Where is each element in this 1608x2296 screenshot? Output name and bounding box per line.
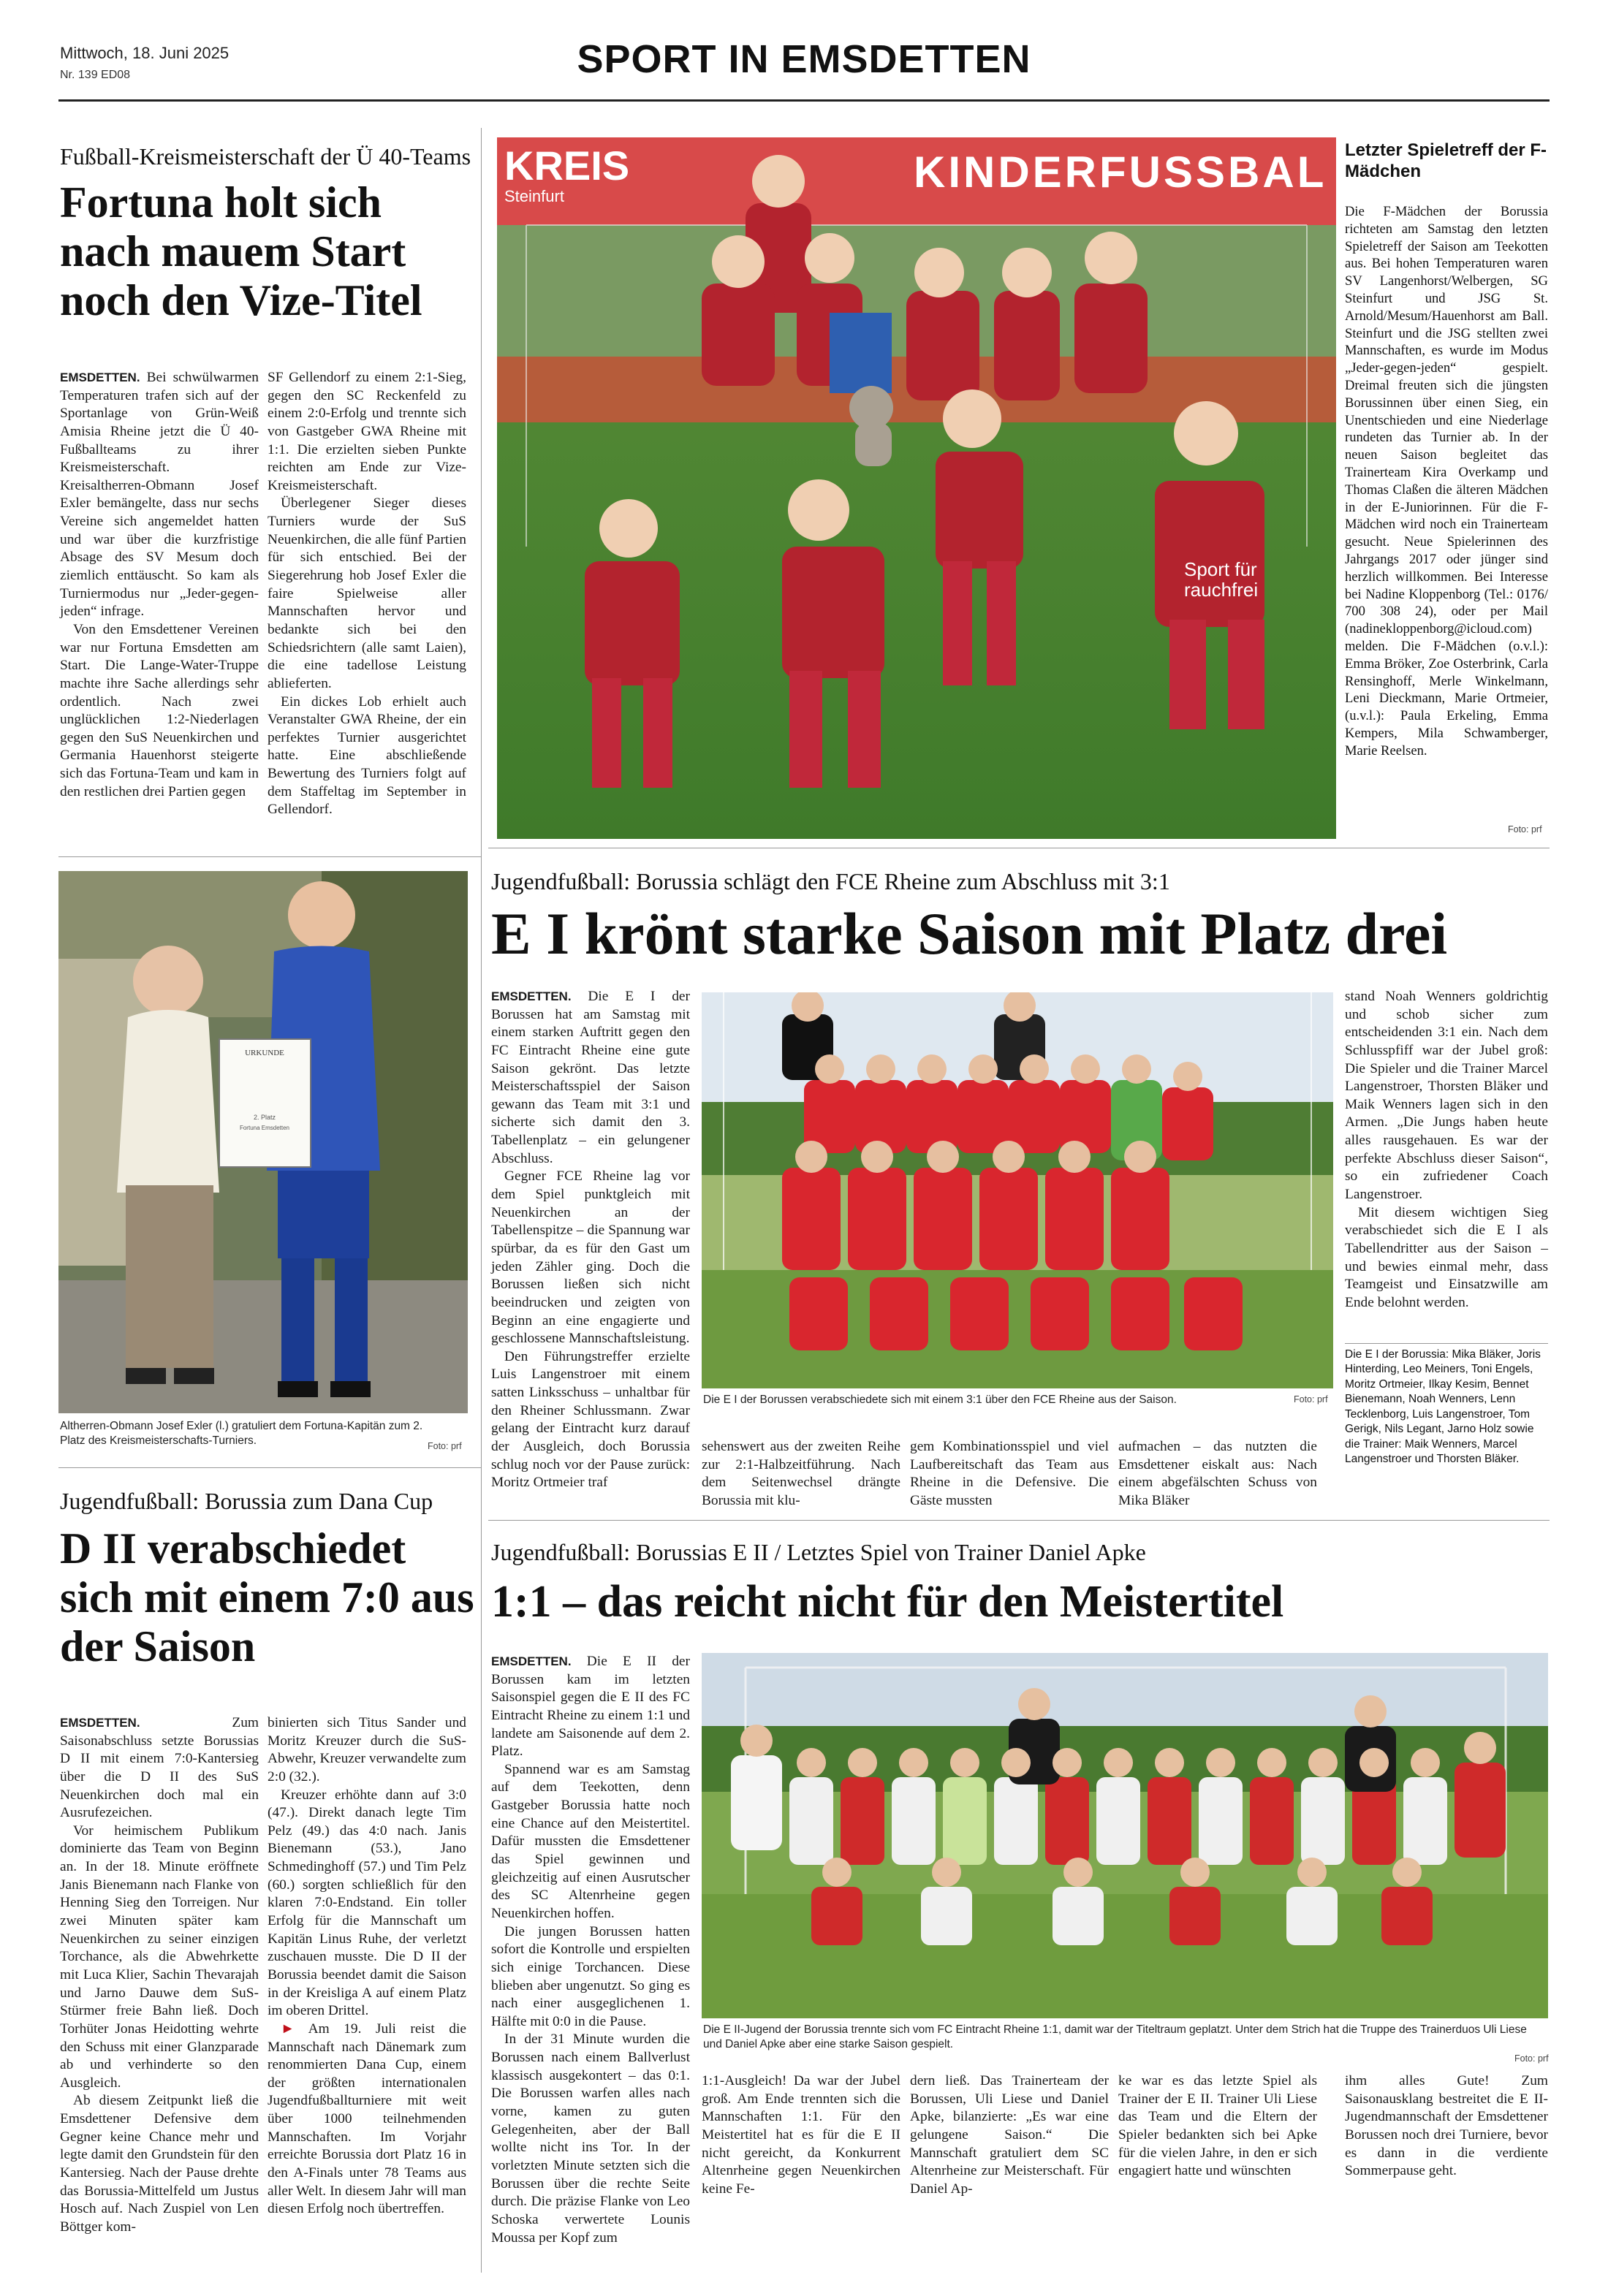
- arrow-icon: ►: [281, 2021, 295, 2037]
- article-column: [491, 1653, 690, 2247]
- photo-credit: Foto: prf: [1294, 1394, 1328, 1404]
- article-column: [60, 1714, 259, 2237]
- header-rule: [58, 99, 1550, 102]
- paragraph: SF Gellendorf zu einem 2:1-Sieg, gegen den SC Reckenfeld zu einem 2:0-Erfolg und trennte sich von Gastgeber GWA Rheine mit 1:1. Die erzielten sieben Punkte reichten am Ende zur Vize-Kreismeisterschaft.: [268, 370, 466, 493]
- photo-e-i-team: [702, 992, 1333, 1388]
- svg-text:rauchfrei: rauchfrei: [1184, 579, 1259, 601]
- article-column: [910, 1438, 1109, 1510]
- paragraph: aufmachen – das nutzten die Emsdettener eiskalt aus: Nach einem abgefälschten Schuss von Mika Bläker: [1118, 1439, 1317, 1508]
- svg-text:Fortuna Emsdetten: Fortuna Emsdetten: [239, 1125, 290, 1131]
- paragraph: Am 19. Juli reist die Mannschaft nach Dänemark zum renommierten Dana Cup, einem der größten internationalen Jugendfußballturniere mit weit über 1000 teilnehmenden Mannschaften. Im Vorjahr erreichte Borussia dort Platz 16 in den A-Finals unter 78 Teams aus aller Welt. In diesem Jahr will man diesen Erfolg noch übertreffen.: [268, 2021, 466, 2217]
- photo-credit: Foto: prf: [428, 1441, 462, 1451]
- paragraph: Die E I der Borussen hat am Samstag mit einem starken Auftritt gegen den FC Eintracht Rheine eine gute Saison gekrönt. Das letzte Meisterschaftsspiel der Saison gewann das Team mit 3:1 und sicherte sich damit den 3. Tabellenplatz – ein gelungener Abschluss.: [491, 989, 690, 1166]
- article-column: [702, 2072, 900, 2198]
- dateline: EMSDETTEN.: [491, 989, 572, 1003]
- paragraph: Ein dickes Lob erhielt auch Veranstalter GWA Rheine, der ein perfektes Turnier ausgerichtet hatte. Eine abschließende Bewertung des Turniers folgt auf dem Staffeltag im September in Gellendorf.: [268, 693, 466, 818]
- paragraph: Die jungen Borussen hatten sofort die Kontrolle und erspielten sich einige Torchancen. Diese blieben aber ungenutzt. So ging es nach einer ausgeglichenen 1. Hälfte mit 0:0 in die Pause.: [491, 1923, 690, 2029]
- paragraph: dern ließ. Das Trainerteam der Borussen, Uli Liese und Daniel Apke, bilanzierte: „Es war eine gelungene Saison.“ Die Mannschaft gratuliert dem SC Altenrheine zur Meisterschaft. Für Daniel Ap-: [910, 2073, 1109, 2197]
- certificate-text: URKUNDE: [245, 1049, 284, 1057]
- article-column: [702, 1438, 900, 1510]
- paragraph: Ab diesem Zeitpunkt ließ die Emsdettener Defensive dem Gegner keine Chance mehr und legte damit den Grundstein für den Kantersieg. Nach der Pause drehte das Borussia-Mittelfeld um Justus Hosch auf. Nach Zuspiel von Len Böttger kom-: [60, 2093, 259, 2235]
- paragraph: In der 31 Minute wurden die Borussen nach einem Ballverlust klassisch ausgekontert – das 0:1. Die Borussen warfen alles nach vorne, kamen zu guten Gelegenheiten, aber der Ball wollte nicht ins Tor. In der vorletzten Minute setzten sich die Borussen über die rechte Seite durch. Die präzise Flanke von Leo Schoska verwertete Lounis Moussa per Kopf zum: [491, 2031, 690, 2246]
- paragraph: Spannend war es am Samstag auf dem Teekotten, denn Gastgeber Borussia hatte noch eine Chance auf den Meistertitel. Dafür mussten die Emsdettener das Spiel gewinnen und gleichzeitig auf einen Ausrutscher des SC Altenrheine gegen Neuenkirchen hoffen.: [491, 1761, 690, 1921]
- svg-text:2. Platz: 2. Platz: [253, 1114, 276, 1121]
- paragraph: Die E II der Borussen kam im letzten Saisonspiel gegen die E II des FC Eintracht Rheine zu einem 1:1 und landete am Saisonende auf dem 2. Platz.: [491, 1654, 690, 1760]
- dateline: EMSDETTEN.: [60, 370, 140, 384]
- article-column: [1345, 988, 1548, 1312]
- dateline: EMSDETTEN.: [491, 1654, 572, 1668]
- banner-text: KREIS: [504, 142, 630, 189]
- article-headline: 1:1 – das reicht nicht für den Meistertitel: [491, 1577, 1284, 1627]
- paragraph: Kreuzer erhöhte dann auf 3:0 (47.). Direkt danach legte Tim Pelz (49.) das 4:0 nach. Janis Bienemann (53.), Jano Schmedinghoff (57.) und Tim Pelz (60.) sorgten schließlich für den klaren 7:0-Endstand. Ein toller Erfolg für die Mannschaft um Kapitän Linus Ruhe, der verletzt zuschauen musste. Die D II der Borussia beendet damit die Saison in der Kreisliga A auf einem Platz im oberen Drittel.: [268, 1787, 466, 2019]
- article-column: [268, 1714, 466, 2219]
- photo-caption: Die E I der Borussen verabschiedete sich mit einem 3:1 über den FCE Rheine aus der Saison.: [703, 1394, 1177, 1406]
- paragraph: Überlegener Sieger dieses Turniers wurde der SuS Neuenkirchen, die alle fünf Partien für sich entschied. Bei der Siegerehrung hob Josef Exler die faire Spielweise aller Mannschaften hervor und bedankte sich bei den Schiedsrichtern (alle samt Laien), die eine tadellose Leistung ablieferten.: [268, 495, 466, 691]
- article-headline: E I krönt starke Saison mit Platz drei: [491, 900, 1448, 967]
- section-divider: [58, 856, 481, 857]
- article-column: [1345, 2072, 1548, 2181]
- svg-text:Steinfurt: Steinfurt: [504, 187, 564, 205]
- article-kicker: Fußball-Kreismeisterschaft der Ü 40-Teams: [60, 143, 471, 170]
- photo-credit: Foto: prf: [1508, 824, 1542, 835]
- issue-number: Nr. 139 ED08: [60, 69, 131, 81]
- article-column: [1118, 2072, 1317, 2181]
- paragraph: ke war es das letzte Spiel als Trainer der E II. Trainer Uli Liese das Team und die Eltern der Spieler bedankten sich bei Apke für die vielen Jahre, in den er sich engagiert hatte und wünschten: [1118, 2073, 1317, 2179]
- photo-caption: Altherren-Obmann Josef Exler (l.) gratuliert dem Fortuna-Kapitän zum 2. Platz des Kreismeisterschafts-Turniers.: [60, 1420, 423, 1448]
- photo-f-maedchen: [497, 137, 1336, 839]
- banner-text: KINDERFUSSBAL: [914, 148, 1327, 197]
- paragraph: Bei schwülwarmen Temperaturen trafen sich auf der Sportanlage von Grün-Weiß Amisia Rheine jetzt die Ü 40-Fußballteams zu ihrer Kreismeisterschaft. Kreisaltherren-Obmann Josef Exler bemängelte, dass nur sechs Vereine sich angemeldet hatten und war über die kurzfristige Absage des SV Mesum doch ziemlich enttäuscht. So kam als Turniermodus nur „Jeder-gegen-jeden“ infrage.: [60, 370, 259, 620]
- article-column: [60, 369, 259, 801]
- article-column: [1118, 1438, 1317, 1510]
- photo-credit: Foto: prf: [1514, 2053, 1549, 2064]
- paragraph: Gegner FCE Rheine lag vor dem Spiel punktgleich mit Neuenkirchen an der Tabellenspitze – die Spannung war spürbar, da es für den Gast um jeden Zähler ging. Doch die Borussen ließen sich nicht beeindrucken und zeigten von Beginn an eine engagierte und geschlossene Mannschaftsleistung.: [491, 1168, 690, 1347]
- paragraph: 1:1-Ausgleich! Da war der Jubel groß. Am Ende trennten sich die Mannschaften 1:1. Für den Meistertitel hat es für die E II nicht gereicht, da Konkurrent Altenrheine gegen Neuenkirchen keine Fe-: [702, 2073, 900, 2197]
- paragraph: Zum Saisonabschluss setzte Borussias D II mit einem 7:0-Kantersieg über die D II des SuS Neuenkirchen doch mal ein Ausrufezeichen.: [60, 1715, 259, 1821]
- article-column: [491, 988, 690, 1492]
- dateline: EMSDETTEN.: [60, 1716, 140, 1730]
- photo-handshake: [58, 871, 468, 1413]
- svg-text:Sport für: Sport für: [1184, 558, 1257, 580]
- article-kicker: Jugendfußball: Borussia schlägt den FCE Rheine zum Abschluss mit 3:1: [491, 868, 1170, 894]
- section-title: SPORT IN EMSDETTEN: [577, 37, 1031, 81]
- paragraph: Von den Emsdettener Vereinen war nur Fortuna Emsdetten am Start. Die Lange-Water-Truppe machte ihre Sache allerdings sehr ordentlich. Nach zwei unglücklichen 1:2-Niederlagen gegen den SuS Neuenkirchen und Germania Hauenhorst steigerte sich das Fortuna-Team und kam in den restlichen drei Partien gegen: [60, 621, 259, 799]
- section-divider: [58, 1467, 481, 1468]
- article-kicker: Jugendfußball: Borussia zum Dana Cup: [60, 1488, 433, 1514]
- paragraph: Vor heimischem Publikum dominierte das Team von Beginn an. In der 18. Minute eröffnete Janis Bienemann nach Flanke von Henning Sieg den Torreigen. Nur zwei Minuten später kam Neuenkirchen zu seiner einzigen Torchance, als die Abwehrkette mit Luca Klier, Sachin Thevarajah und Jarno Dauwe dem SuS-Stürmer freie Bahn ließ. Doch Torhüter Jonas Heidotting wehrte den Schuss mit einer Glanzparade ab und verhinderte so den Ausgleich.: [60, 1822, 259, 2091]
- paragraph: Den Führungstreffer erzielte Luis Langenstroer mit einem satten Linksschuss – unhaltbar für den Rheiner Schlussmann. Zwar gelang der Eintracht kurz darauf der Ausgleich, doch Borussia schlug noch vor der Pause zurück: Moritz Ortmeier traf: [491, 1348, 690, 1491]
- article-headline: Fortuna holt sich nach mauem Start noch den Vize-Titel: [60, 178, 422, 325]
- paragraph: Mit diesem wichtigen Sieg verabschiedet sich die E I als Tabellendritter aus der Saison – und bewies einmal mehr, dass Teamgeist und Einsatzwille am Ende belohnt werden.: [1345, 1204, 1548, 1310]
- team-names: Die E I der Borussia: Mika Bläker, Joris Hinterding, Leo Meiners, Toni Engels, Moritz Ortmeier, Ilkay Kesim, Bennet Bienemann, Noah Wenners, Lenn Tecklenborg, Luis Langenstroer, Tom Gerigk, Nils Legant, Jarno Holz sowie die Trainer: Maik Wenners, Marcel Langenstroer und Thorsten Bläker.: [1345, 1348, 1541, 1466]
- paragraph: binierten sich Titus Sander und Moritz Kreuzer durch die SuS-Abwehr, Kreuzer verwandelte zum 2:0 (32.).: [268, 1715, 466, 1784]
- section-divider: [488, 1520, 1550, 1521]
- names-divider: [1345, 1343, 1548, 1344]
- paragraph: stand Noah Wenners goldrichtig und schob sicher zum entscheidenden 3:1 ein. Nach dem Schlusspfiff war der Jubel groß: Die Spieler und die Trainer Marcel Langenstroer, Thorsten Bläker und Maik Wenners lagen sich in den Armen. „Die Jungs haben heute alles rausgehauen. Es war der perfekte Abschluss dieser Saison“, so ein zufriedener Coach Langenstroer.: [1345, 989, 1548, 1203]
- box-title: Letzter Spieletreff der F-Mädchen: [1345, 140, 1547, 181]
- paragraph: sehenswert aus der zweiten Reihe zur 2:1-Halbzeitführung. Nach dem Seitenwechsel drängte Borussia mit klu-: [702, 1439, 900, 1508]
- box-text: Die F-Mädchen der Borussia richteten am Samstag den letzten Spieletreff der Saison am Teekotten aus. Bei hohen Temperaturen waren SV Langenhorst/Welbergen, SG Steinfurt und JSG St. Arnold/Mesum/Hauenhorst am Ball. Steinfurt und die JSG stellten zwei Mannschaften, es wurde im Modus „Jeder-gegen-jeden“ gespielt. Dreimal freuten sich die jüngsten Borussinnen über einen Sieg, ein Unentschieden und eine Niederlage rundeten das Turnier ab. In der neuen Saison begleitet das Trainerteam Kira Overkamp und Thomas Claßen die älteren Mädchen in der E-Juniorinnen. Für die F-Mädchen wird noch ein Trainerteam gesucht. Neue Spielerinnen des Jahrgangs 2017 oder jünger sind herzlich willkommen. Bei Interesse bei Nadine Kloppenborg (Tel.: 0176/ 700 308 24), oder per Mail (nadinekloppenborg@icloud.com) melden. Die F-Mädchen (o.v.l.): Emma Bröker, Zoe Osterbrink, Carla Rensinghoff, Merle Winkelmann, Leni Dieckmann, Marie Ortmeier, (u.v.l.): Paula Erkeling, Emma Kempers, Mila Schwamberger, Marie Reelsen.: [1345, 204, 1548, 759]
- issue-date: Mittwoch, 18. Juni 2025: [60, 44, 230, 62]
- article-column: [910, 2072, 1109, 2198]
- photo-caption: Die E II-Jugend der Borussia trennte sich vom FC Eintracht Rheine 1:1, damit war der Titeltraum geplatzt. Unter dem Strich hat die Truppe des Trainerduos Uli Liese und Daniel Apke aber eine starke Saison gespielt.: [703, 2023, 1527, 2051]
- article-column: [268, 369, 466, 819]
- column-divider: [481, 128, 482, 2273]
- article-kicker: Jugendfußball: Borussias E II / Letztes Spiel von Trainer Daniel Apke: [491, 1539, 1146, 1565]
- paragraph: gem Kombinationsspiel und viel Laufbereitschaft das Team aus Rheine in die Defensive. Die Gäste mussten: [910, 1439, 1109, 1508]
- article-headline: D II verabschiedet sich mit einem 7:0 aus der Saison: [60, 1524, 474, 1671]
- photo-e-ii-team: [702, 1653, 1548, 2018]
- paragraph: ihm alles Gute! Zum Saisonausklang bestreitet die E II-Jugendmannschaft der Emsdettener Borussen noch drei Turniere, bevor es dann in die verdiente Sommerpause geht.: [1345, 2073, 1548, 2179]
